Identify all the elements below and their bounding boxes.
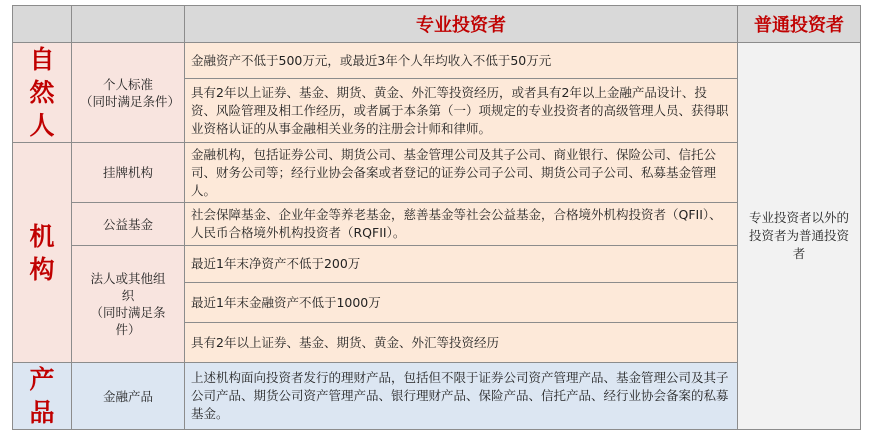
investor-classification-table — [12, 5, 861, 430]
natural-criterion-2: 具有2年以上证券、基金、期货、黄金、外汇等投资经历，或者具有2年以上金融产品设计、投资、风险管理及相工作经历，或者属于本条第（一）项规定的专业投资者的高级管理人员、获得职业资格认证的从事金融相关业务的注册会计师和律师。 — [185, 79, 738, 143]
institution-row-legal-1 — [13, 246, 861, 283]
header-empty-2 — [72, 6, 185, 43]
natural-criterion-1: 金融资产不低于500万元，或最近3年个人年均收入不低于50万元 — [185, 43, 738, 79]
legal-entity-cell — [72, 246, 185, 363]
listed-text: 金融机构，包括证券公司、期货公司、基金管理公司及其子公司、商业银行、保险公司、信托公司、财务公司等；经行业协会备案或者登记的证券公司子公司、期货公司子公司、私募基金管理人。 — [185, 143, 738, 203]
legal-criterion-1: 最近1年末净资产不低于200万 — [185, 246, 738, 283]
institution-row-public-fund — [13, 203, 861, 246]
legal-entity-label: 法人或其他组织 — [90, 271, 166, 303]
product-text: 上述机构面向投资者发行的理财产品，包括但不限于证券公司资产管理产品、基金管理公司及其子公司产品、期货公司资产管理产品、银行理财产品、保险产品、信托产品、经行业协会备案的私募基金。 — [185, 363, 738, 430]
legal-criterion-3: 具有2年以上证券、基金、期货、黄金、外汇等投资经历 — [185, 323, 738, 363]
public-fund-label: 公益基金 — [72, 203, 185, 246]
ordinary-description: 专业投资者以外的投资者为普通投资者 — [738, 43, 861, 430]
category-institution: 机构 — [13, 143, 72, 363]
product-label: 金融产品 — [72, 363, 185, 430]
listed-label: 挂牌机构 — [72, 143, 185, 203]
header-row — [13, 6, 861, 43]
category-natural-person: 自然人 — [13, 43, 72, 143]
header-ordinary: 普通投资者 — [738, 6, 861, 43]
institution-row-listed — [13, 143, 861, 203]
natural-sub-note: （同时满足条件） — [80, 93, 181, 109]
legal-entity-note: （同时满足条件） — [90, 305, 166, 337]
natural-sub-label: 个人标准 — [102, 76, 153, 92]
natural-sub-cell — [72, 43, 185, 143]
legal-criterion-2: 最近1年末金融资产不低于1000万 — [185, 283, 738, 323]
header-empty-1 — [13, 6, 72, 43]
public-fund-text: 社会保障基金、企业年金等养老基金，慈善基金等社会公益基金，合格境外机构投资者（QFII）、人民币合格境外机构投资者（RQFII）。 — [185, 203, 738, 246]
category-product: 产品 — [13, 363, 72, 430]
product-row — [13, 363, 861, 430]
natural-row-1 — [13, 43, 861, 79]
header-professional: 专业投资者 — [185, 6, 738, 43]
